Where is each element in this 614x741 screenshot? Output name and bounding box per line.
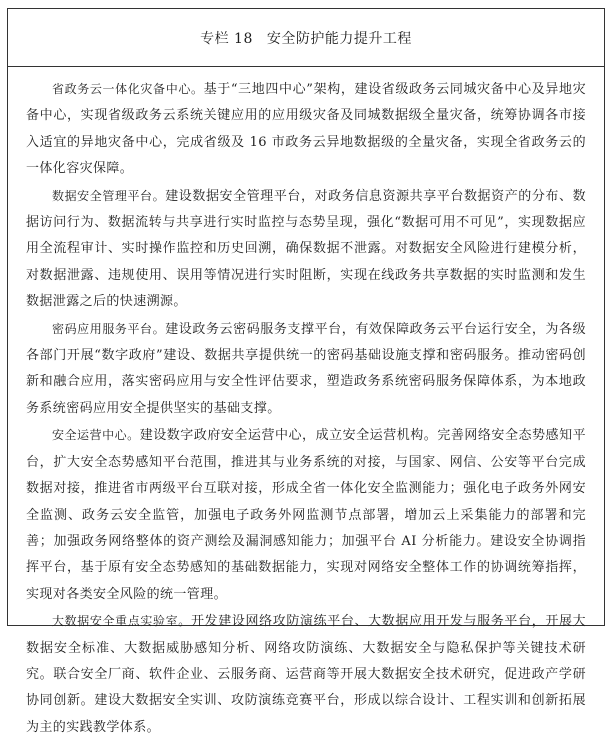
paragraph-big-data-lab bbox=[26, 608, 586, 741]
paragraph-text: 建设数字政府安全运营中心，成立安全运营机构。完善网络安全态势感知平台，扩大安全态势感知平台范围，推进其与业务系统的对接，与国家、网信、公安等平台完成数据对接，推进省市两级平台互联对接，形成全省一体化安全监测能力；强化电子政务外网安全监测、政务云安全监管，加强电子政务外网监测节点部署，增加云上采集能力的部署和完善；加强政务网络整体的资产测绘及漏洞感知能力；加强平台 AI 分析能力。建设安全协调指挥平台，基于原有安全态势感知的基础数据能力，实现对网络安全整体工作的协调统筹指挥，实现对各类安全风险的统一管理。 bbox=[26, 428, 586, 602]
paragraph-lead: 省政务云一体化灾备中心。 bbox=[52, 82, 204, 96]
paragraph-text: 基于“三地四中心”架构，建设省级政务云同城灾备中心及异地灾备中心，实现省级政务云系统关键应用的应用级灾备及同城数据级全量灾备，统筹协调各市接入适宜的异地灾备中心，完成省级及 16 市政务云异地数据级的全量灾备，实现全省政务云的一体化容灾保障。 bbox=[26, 82, 586, 177]
paragraph-crypto-service bbox=[26, 316, 586, 423]
paragraph-lead: 安全运营中心。 bbox=[52, 428, 140, 443]
paragraph-lead: 大数据安全重点实验室。 bbox=[52, 614, 191, 629]
paragraph-lead: 数据安全管理平台。 bbox=[52, 188, 166, 203]
paragraph-text: 开发建设网络攻防演练平台、大数据应用开发与服务平台，开展大数据安全标准、大数据威胁感知分析、网络攻防演练、大数据安全与隐私保护等关键技术研究。联合安全厂商、软件企业、云服务商、运营商等开展大数据安全技术研究，促进政产学研协同创新。建设大数据安全实训、攻防演练竞赛平台，形成以综合设计、工程实训和创新拓展为主的实践教学体系。 bbox=[26, 614, 586, 735]
paragraph-lead: 密码应用服务平台。 bbox=[52, 321, 166, 336]
panel-header bbox=[8, 9, 604, 67]
paragraph-security-operations bbox=[26, 422, 586, 608]
paragraph-text: 建设数据安全管理平台，对政务信息资源共享平台数据资产的分布、数据访问行为、数据流转与共享进行实时监控与态势呈现，强化“数据可用不可见”，实现数据应用全流程审计、实时操作监控和历史回溯，确保数据不泄露。对数据安全风险进行建模分析，对数据泄露、违规使用、误用等情况进行实时阻断，实现在线政务共享数据的实时监测和发生数据泄露之后的快速溯源。 bbox=[26, 188, 586, 310]
panel-body bbox=[8, 67, 604, 741]
paragraph-data-security bbox=[26, 183, 586, 316]
panel-title: 安全防护能力提升工程 bbox=[266, 30, 412, 47]
paragraph-text: 建设政务云密码服务支撑平台，有效保障政务云平台运行安全，为各级各部门开展“数字政府”建设、数据共享提供统一的密码基础设施支撑和密码服务。推动密码创新和融合应用，落实密码应用与安全性评估要求，塑造政务系统密码服务保障体系，为本地政务系统密码应用安全提供坚实的基础支撑。 bbox=[26, 321, 586, 416]
paragraph-disaster-recovery bbox=[26, 76, 586, 183]
column-panel bbox=[7, 8, 605, 735]
column-number: 专栏 18 bbox=[200, 30, 253, 47]
